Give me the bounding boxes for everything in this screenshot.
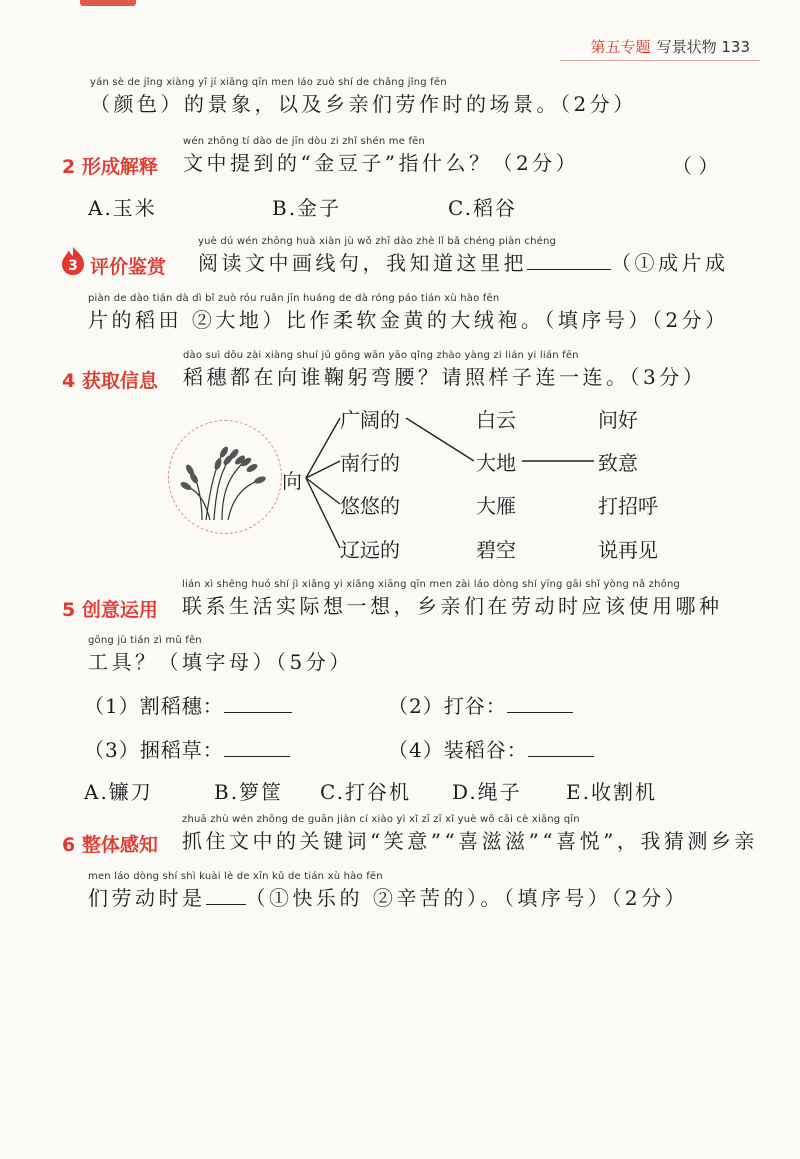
- q2-option-b: B.金子: [272, 196, 342, 220]
- q5-label: 5 创意运用: [62, 599, 158, 621]
- q5-sub-4-blank[interactable]: [528, 736, 594, 757]
- q5-option-d: D.绳子: [452, 780, 522, 804]
- q4-col2-item-2: 大地: [476, 451, 516, 475]
- q4-col2-item-1: 白云: [476, 408, 516, 432]
- q3-label: 评价鉴赏: [90, 256, 167, 278]
- q4-col3-item-4: 说再见: [598, 538, 658, 562]
- q6-pinyin-2: men láo dòng shí shì kuài lè de xīn kǔ de tián xù hào fēn: [88, 871, 383, 882]
- header-topic: 第五专题: [590, 38, 651, 56]
- q6-text-2b: （①快乐的 ②辛苦的）。（填序号）（2分）: [245, 886, 689, 910]
- q4-col2-item-3: 大雁: [476, 494, 516, 518]
- q3-pinyin-1: yuè dú wén zhōng huà xiàn jù wǒ zhī dào zhè lǐ bǎ chéng piàn chéng: [198, 236, 557, 247]
- q5-sub-4: [388, 734, 594, 763]
- q4-center-word: 向: [282, 469, 302, 493]
- q4-col3-item-2: 致意: [598, 451, 638, 475]
- q5-sub-2-label: （2）打谷：: [388, 694, 507, 718]
- q5-sub-3-blank[interactable]: [224, 736, 290, 757]
- q4-pinyin: dào suì dōu zài xiàng shuí jū gōng wān yāo qǐng zhào yàng zi lián yi lián fēn: [183, 350, 579, 361]
- q4-col1-item-1: 广阔的: [340, 408, 400, 432]
- q5-pinyin-2: gōng jù tián zì mǔ fēn: [88, 635, 202, 646]
- q6-pinyin-1: zhuā zhù wén zhōng de guān jiàn cí xiào yì xǐ zī zī xǐ yuè wǒ cāi cè xiāng qīn: [182, 814, 580, 825]
- q6-line-2: [88, 870, 688, 912]
- q5-sub-1: [84, 690, 292, 719]
- q3-text-1a: 阅读文中画线句，我知道这里把: [198, 251, 527, 275]
- q4-col3-item-1: 问好: [598, 408, 638, 432]
- q5-option-e: E.收割机: [566, 780, 657, 804]
- q4-label: 4 获取信息: [62, 370, 158, 392]
- q5-text-2: 工具？（填字母）（5分）: [88, 650, 353, 674]
- q5-sub-3-label: （3）捆稻草：: [84, 738, 224, 762]
- q3-number: 3: [68, 258, 78, 274]
- q2-answer-paren[interactable]: （ ）: [672, 154, 719, 178]
- q5-line-2: [88, 634, 353, 676]
- q3-text-1b: （①成片成: [611, 251, 729, 275]
- q5-line-1: [182, 578, 723, 620]
- q5-option-a: A.镰刀: [84, 780, 153, 804]
- q5-sub-1-label: （1）割稻穗：: [84, 694, 224, 718]
- q5-sub-2: [388, 690, 573, 719]
- intro-text: （颜色）的景象，以及乡亲们劳作时的场景。（2分）: [90, 92, 637, 116]
- q3-pinyin-2: piàn de dào tián dà dì bǐ zuò róu ruǎn jīn huáng de dà róng páo tián xù hào fēn: [88, 293, 500, 304]
- q5-sub-2-blank[interactable]: [507, 692, 573, 713]
- q5-text-1: 联系生活实际想一想，乡亲们在劳动时应该使用哪种: [182, 594, 723, 618]
- q2-text: 文中提到的“金豆子”指什么？（2分）: [183, 151, 580, 175]
- q2-label: 2 形成解释: [62, 156, 158, 178]
- q5-option-b: B.箩筐: [214, 780, 284, 804]
- q4-col1-item-4: 辽远的: [340, 538, 400, 562]
- q6-answer-blank[interactable]: [206, 884, 246, 905]
- q2-option-a: A.玉米: [88, 196, 157, 220]
- header-title: 写景状物: [656, 38, 717, 56]
- q5-sub-3: [84, 734, 290, 763]
- q5-option-c: C.打谷机: [320, 780, 411, 804]
- q6-text-1: 抓住文中的关键词“笑意”“喜滋滋”“喜悦”，我猜测乡亲: [182, 829, 758, 853]
- q4-col3-item-3: 打招呼: [598, 494, 658, 518]
- q2-option-c: C.稻谷: [448, 196, 517, 220]
- q5-sub-1-blank[interactable]: [224, 692, 292, 713]
- q4-col1-item-3: 悠悠的: [340, 494, 400, 518]
- page-number: 133: [721, 38, 750, 56]
- intro-pinyin: yán sè de jǐng xiàng yǐ jí xiāng qīn men láo zuò shí de chǎng jǐng fēn: [90, 77, 447, 88]
- q2-pinyin: wén zhōng tí dào de jīn dòu zi zhǐ shén me fēn: [183, 136, 426, 147]
- q6-label: 6 整体感知: [62, 834, 158, 856]
- q4-col2-item-4: 碧空: [476, 538, 516, 562]
- q5-pinyin-1: lián xì shēng huó shí jì xiǎng yi xiǎng xiāng qīn men zài láo dòng shí yīng gāi shǐ yòng nǎ zhǒng: [182, 579, 681, 590]
- q3-text-2: 片的稻田 ②大地）比作柔软金黄的大绒袍。（填序号）（2分）: [88, 308, 729, 332]
- q4-text: 稻穗都在向谁鞠躬弯腰？请照样子连一连。（3分）: [183, 365, 707, 389]
- q4-col1-item-2: 南行的: [340, 451, 400, 475]
- q6-line-1: [182, 813, 758, 855]
- q6-text-2a: 们劳动时是: [88, 886, 206, 910]
- q5-sub-4-label: （4）装稻谷：: [388, 738, 528, 762]
